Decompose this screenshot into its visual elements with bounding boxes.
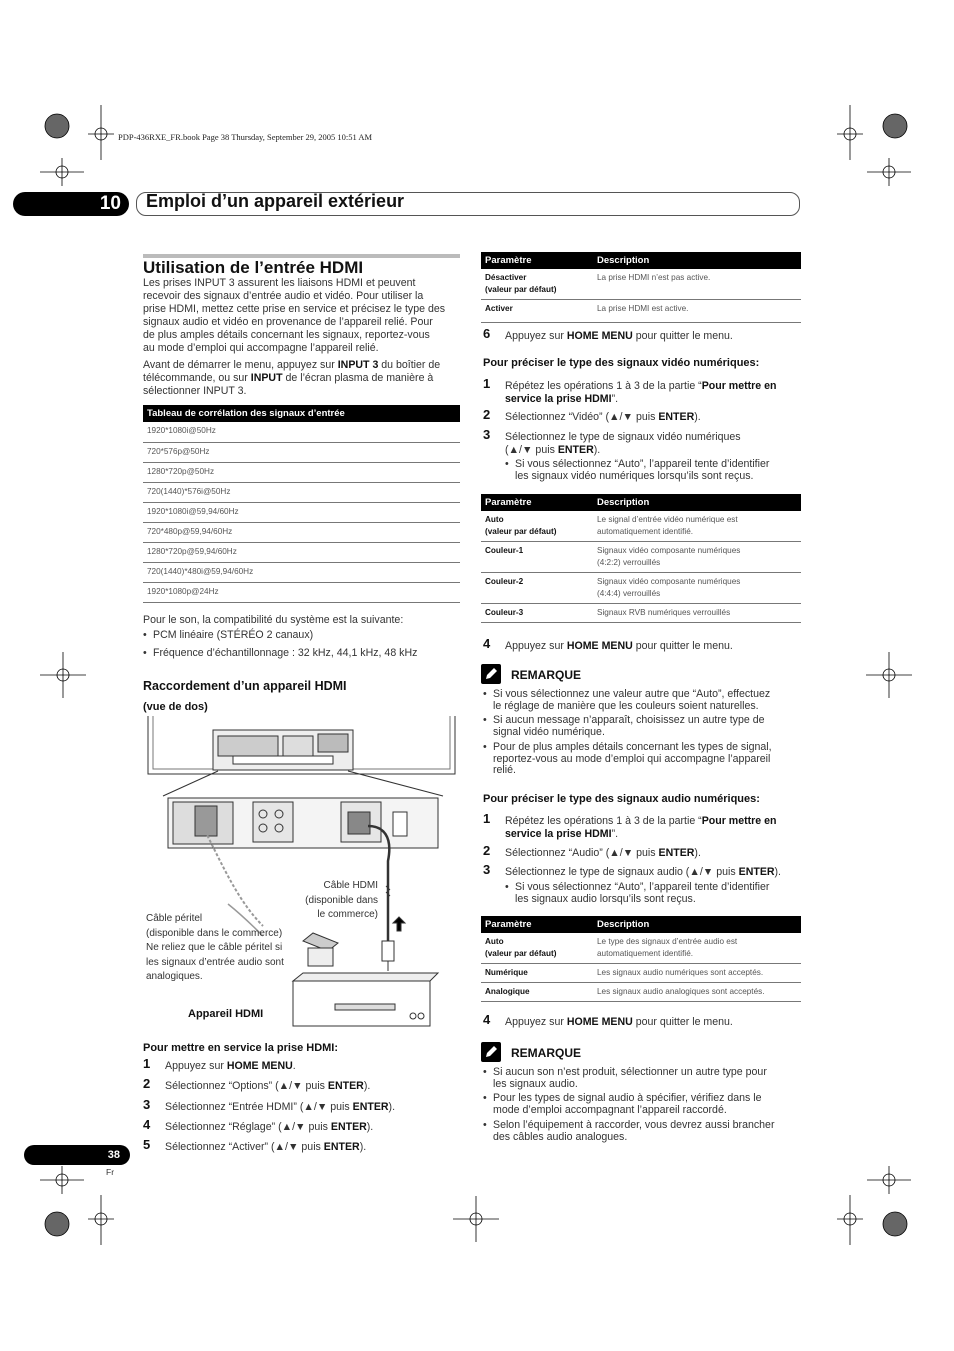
table-row: 1920*1080i@59,94/60Hz [143, 502, 460, 522]
audio-bullet: • Si vous sélectionnez “Auto”, l’appareil tente d’identifier les signaux audio lorsqu’ils sont reçus. [505, 881, 770, 905]
intro-line: de plus amples détails concernant les signaux, reportez-vous [143, 328, 430, 341]
enable-step: 3 Sélectionnez “Entrée HDMI” (▲/▼ puis ENTER). [143, 1097, 396, 1113]
hdmi-enable-table [481, 252, 801, 323]
page-number: 38 [24, 1145, 130, 1165]
table-row: Numérique Les signaux audio numériques sont acceptés. [481, 964, 801, 983]
note-bullet: • Pour de plus amples détails concernant les types de signal, reportez-vous au mode d’emploi qui accompagne l’appareil relié. [483, 741, 772, 776]
input3-paragraph: Avant de démarrer le menu, appuyez sur INPUT 3 du boîtier de télécommande, ou sur INPUT de l’écran plasma de manière à sélectionner INPUT 3. [143, 359, 441, 397]
video-step: 3 Sélectionnez le type de signaux vidéo numériques (▲/▼ puis ENTER). [483, 427, 741, 456]
enable-step: 2 Sélectionnez “Options” (▲/▼ puis ENTER). [143, 1076, 371, 1092]
correlation-table-header: Tableau de corrélation des signaux d’entrée [143, 405, 460, 422]
table-row: Activer La prise HDMI est active. [481, 300, 801, 323]
enable-step: 4 Sélectionnez “Réglage” (▲/▼ puis ENTER). [143, 1117, 374, 1133]
table-row: Désactiver (valeur par défaut) La prise HDMI n’est pas active. [481, 269, 801, 300]
video-step: 2 Sélectionnez “Vidéo” (▲/▼ puis ENTER). [483, 407, 701, 423]
table-row: 1920*1080p@24Hz [143, 582, 460, 602]
table-row: 720*576p@50Hz [143, 442, 460, 462]
arrow-up-down-icon: ▲/▼ [609, 411, 633, 423]
table-row: Couleur-1 Signaux vidéo composante numériques (4:2:2) verrouillés [481, 542, 801, 573]
table-row: 1280*720p@50Hz [143, 462, 460, 482]
audio-title: Pour préciser le type des signaux audio numériques: [483, 793, 760, 805]
audio-table [481, 916, 801, 1002]
step-6: 6 Appuyez sur HOME MENU pour quitter le menu. [483, 326, 733, 342]
intro-paragraph [143, 277, 463, 354]
table-row: Couleur-3 Signaux RVB numériques verrouillés [481, 604, 801, 623]
table-row: Auto (valeur par défaut) Le type des signaux d’entrée audio est automatiquement identifié. [481, 933, 801, 964]
note-pencil-icon [481, 1042, 501, 1062]
table-row: 720(1440)*576i@50Hz [143, 482, 460, 502]
audio-step: 2 Sélectionnez “Audio” (▲/▼ puis ENTER). [483, 843, 701, 859]
desc-header: Description [593, 252, 801, 269]
intro-line: Les prises INPUT 3 assurent les liaisons HDMI et peuvent [143, 277, 416, 289]
intro-line: au mode d’emploi qui accompagne l’appareil relié. [143, 341, 379, 354]
note-label: REMARQUE [511, 668, 582, 682]
arrow-up-down-icon: ▲/▼ [508, 443, 533, 456]
video-step-4: 4 Appuyez sur HOME MENU pour quitter le menu. [483, 636, 733, 652]
note-bullet: • Selon l’équipement à raccorder, vous devrez aussi brancher des câbles audio analogues. [483, 1119, 775, 1143]
param-header: Paramètre [481, 252, 593, 269]
sound-intro: Pour le son, la compatibilité du système est la suivante: [143, 614, 404, 626]
arrow-up-down-icon: ▲/▼ [278, 1080, 303, 1092]
video-step: 1 Répétez les opérations 1 à 3 de la partie “Pour mettre en service la prise HDMI”. [483, 376, 777, 405]
hdmi-cable-caption: Câble HDMI (disponible dans le commerce) [305, 880, 378, 920]
correlation-table [143, 405, 460, 603]
chapter-number: 10 [13, 192, 129, 216]
table-row: 720(1440)*480i@59,94/60Hz [143, 562, 460, 582]
peritel-cable-caption: Câble péritel (disponible dans le commerce) Ne reliez que le câble péritel si les signaux d’entrée audio sont analogiques. [146, 913, 284, 983]
note-bullet: • Si vous sélectionnez une valeur autre que “Auto”, effectuez le réglage de manière que les couleurs soient naturelles. [483, 688, 771, 712]
audio-step-4: 4 Appuyez sur HOME MENU pour quitter le menu. [483, 1012, 733, 1028]
video-title: Pour préciser le type des signaux vidéo numériques: [483, 357, 760, 369]
sound-bullet: • PCM linéaire (STÉRÉO 2 canaux) [143, 629, 314, 641]
note-bullet: • Pour les types de signal audio à spécifier, vérifiez dans le mode d’emploi accompagnant l’appareil raccordé. [483, 1092, 762, 1116]
rear-view-label: (vue de dos) [143, 701, 208, 713]
arrow-up-down-icon: ▲/▼ [303, 1101, 328, 1113]
arrow-up-down-icon: ▲/▼ [274, 1141, 299, 1153]
note-pencil-icon [481, 664, 501, 684]
desc-header: Description [593, 494, 801, 511]
param-header: Paramètre [481, 916, 593, 933]
table-row: 1280*720p@59,94/60Hz [143, 542, 460, 562]
arrow-up-down-icon: ▲/▼ [281, 1121, 306, 1133]
intro-line: prise HDMI, mettez cette prise en service et précisez le type des [143, 302, 446, 315]
param-header: Paramètre [481, 494, 593, 511]
enable-step: 5 Sélectionnez “Activer” (▲/▼ puis ENTER). [143, 1137, 367, 1153]
arrow-up-down-icon: ▲/▼ [689, 866, 714, 878]
intro-line: recevoir des signaux d’entrée audio et vidéo. Pour utiliser la [143, 289, 424, 302]
note-label: REMARQUE [511, 1046, 582, 1060]
video-bullet: • Si vous sélectionnez “Auto”, l’appareil tente d’identifier les signaux vidéo numériques lorsqu’ils sont reçus. [505, 458, 770, 482]
note-bullet: • Si aucun son n’est produit, sélectionner un autre type pour les signaux audio. [483, 1066, 767, 1090]
audio-step: 1 Répétez les opérations 1 à 3 de la partie “Pour mettre en service la prise HDMI”. [483, 811, 777, 840]
note-bullet: • Si aucun message n’apparaît, choisissez un autre type de signal vidéo numérique. [483, 714, 765, 738]
chapter-title: Emploi d’un appareil extérieur [146, 191, 405, 211]
enable-hdmi-title: Pour mettre en service la prise HDMI: [143, 1042, 339, 1054]
sound-bullet: • Fréquence d’échantillonnage : 32 kHz, 44,1 kHz, 48 kHz [143, 647, 418, 659]
file-info-line: PDP-436RXE_FR.book Page 38 Thursday, September 29, 2005 10:51 AM [118, 132, 373, 142]
language-code: Fr [106, 1167, 115, 1177]
table-row: 1920*1080i@50Hz [143, 422, 460, 442]
video-table [481, 494, 801, 623]
section-title: Utilisation de l’entrée HDMI [143, 258, 364, 277]
enable-step: 1 Appuyez sur HOME MENU. [143, 1056, 296, 1072]
table-row: Couleur-2 Signaux vidéo composante numériques (4:4:4) verrouillés [481, 573, 801, 604]
desc-header: Description [593, 916, 801, 933]
audio-step: 3 Sélectionnez le type de signaux audio (▲/▼ puis ENTER). [483, 862, 782, 878]
table-row: 720*480p@59,94/60Hz [143, 522, 460, 542]
arrow-up-down-icon: ▲/▼ [609, 847, 634, 859]
hdmi-device-label: Appareil HDMI [188, 1008, 264, 1020]
table-row: Auto (valeur par défaut) Le signal d’entrée vidéo numérique est automatiquement identifié. [481, 511, 801, 542]
intro-line: signaux audio et vidéo en provenance de l’appareil relié. Pour [143, 315, 433, 328]
connect-title: Raccordement d’un appareil HDMI [143, 679, 347, 693]
table-row: Analogique Les signaux audio analogiques sont acceptés. [481, 983, 801, 1002]
